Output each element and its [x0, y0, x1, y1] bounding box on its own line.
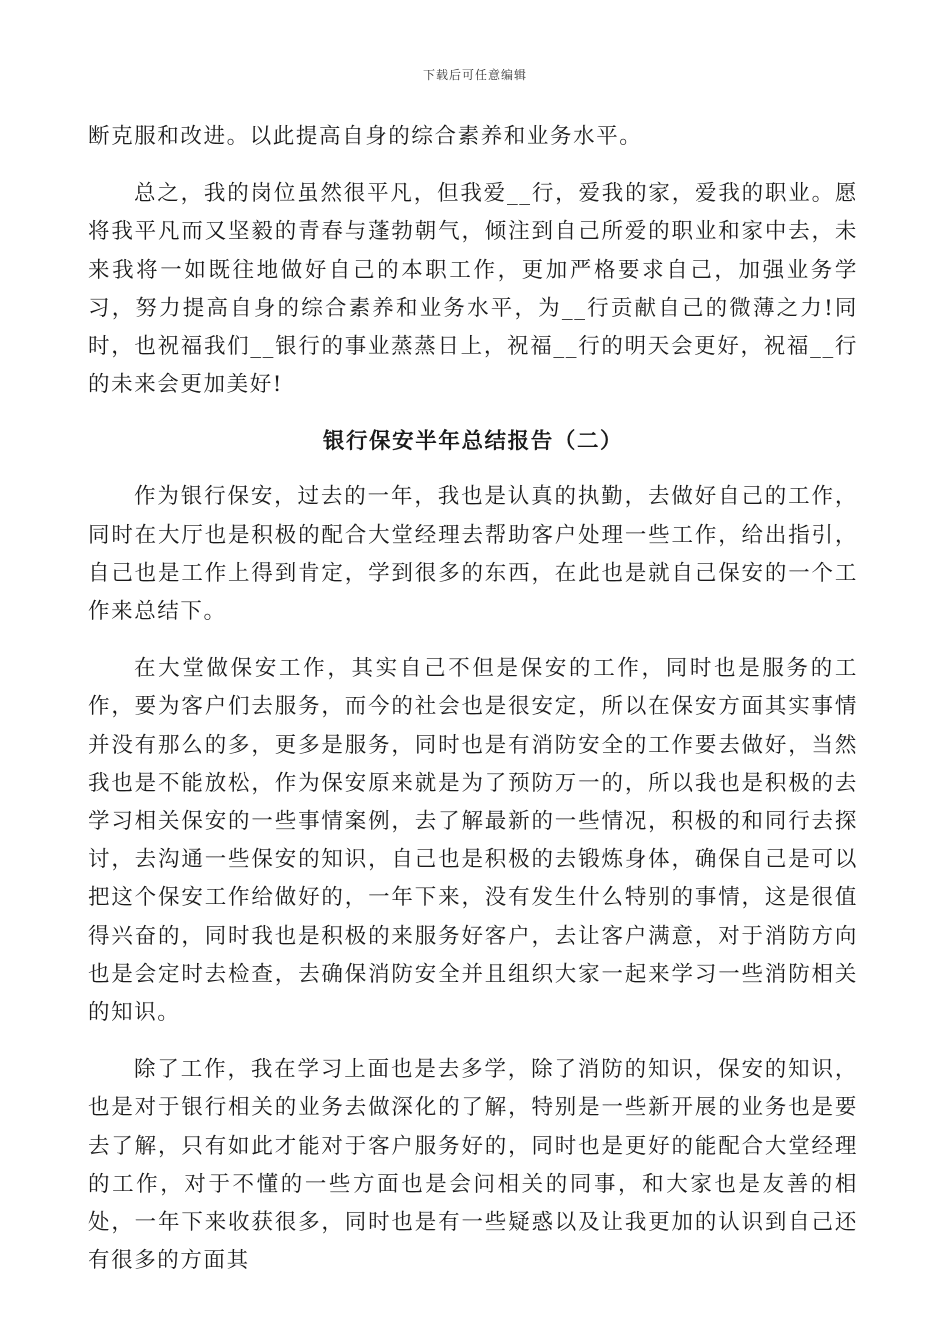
- document-body: [88, 118, 858, 1280]
- section-title: 银行保安半年总结报告（二）: [322, 429, 624, 455]
- paragraph-learning: 除了工作，我在学习上面也是去多学，除了消防的知识，保安的知识，也是对于银行相关的业务去做深化的了解，特别是一些新开展的业务也是要去了解，只有如此才能对于客户服务好的，同时也是更好的能配合大堂经理的工作，对于不懂的一些方面也是会问相关的同事，和大家也是友善的相处，一年下来收获很多，同时也是有一些疑惑以及让我更加的认识到自己还有很多的方面其: [88, 1057, 858, 1274]
- paragraph-lobby-work: 在大堂做保安工作，其实自己不但是保安的工作，同时也是服务的工作，要为客户们去服务，而今的社会也是很安定，所以在保安方面其实事情并没有那么的多，更多是服务，同时也是有消防安全的工作要去做好，当然我也是不能放松，作为保安原来就是为了预防万一的，所以我也是积极的去学习相关保安的一些事情案例，去了解最新的一些情况，积极的和同行去探讨，去沟通一些保安的知识，自己也是积极的去锻炼身体，确保自己是可以把这个保安工作给做好的，一年下来，没有发生什么特别的事情，这是很值得兴奋的，同时我也是积极的来服务好客户，去让客户满意，对于消防方向也是会定时去检查，去确保消防安全并且组织大家一起来学习一些消防相关的知识。: [88, 656, 858, 1026]
- paragraph-intro: 作为银行保安，过去的一年，我也是认真的执勤，去做好自己的工作，同时在大厅也是积极的配合大堂经理去帮助客户处理一些工作，给出指引，自己也是工作上得到肯定，学到很多的东西，在此也是就自己保安的一个工作来总结下。: [88, 484, 858, 625]
- page-header-note: 下载后可任意编辑: [422, 68, 527, 82]
- paragraph-conclusion: 总之，我的岗位虽然很平凡，但我爱__行，爱我的家，爱我的职业。愿将我平凡而又坚毅的青春与蓬勃朝气，倾注到自己所爱的职业和家中去，未来我将一如既往地做好自己的本职工作，更加严格要求自己，加强业务学习，努力提高自身的综合素养和业务水平，为__行贡献自己的微薄之力!同时，也祝福我们__银行的事业蒸蒸日上，祝福__行的明天会更好，祝福__行的未来会更加美好!: [88, 181, 858, 398]
- paragraph-continuation: 断克服和改进。以此提高自身的综合素养和业务水平。: [88, 124, 643, 149]
